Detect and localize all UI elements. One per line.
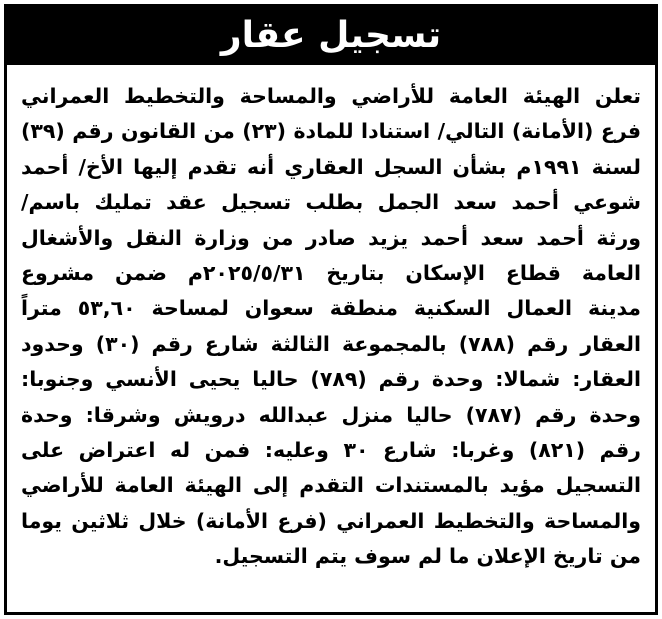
notice-line: العقار: شمالا: وحدة رقم (٧٨٩) حاليا يحيى الأنسي وجنوبا: (21, 367, 641, 392)
notice-title: تسجيل عقار (220, 15, 442, 56)
notice-line: وحدة رقم (٧٨٧) حاليا منزل عبدالله درويش وشرقا: وحدة (21, 402, 641, 427)
notice-line: لسنة ١٩٩١م بشأن السجل العقاري أنه تقدم إليها الأخ/ أحمد (21, 154, 641, 179)
notice-body (21, 79, 641, 574)
notice-line: ورثة أحمد سعد أحمد يزيد صادر من وزارة النقل والأشغال (21, 225, 641, 250)
notice-line: فرع (الأمانة) التالي/ استنادا للمادة (٢٣) من القانون رقم (٣٩) (21, 119, 641, 144)
notice-line: مدينة العمال السكنية منطقة سعوان لمساحة ٥٣,٦٠ متراً (21, 296, 641, 321)
notice-line: التسجيل مؤيد بالمستندات التقدم إلى الهيئة العامة للأراضي (21, 473, 641, 498)
property-registration-notice (4, 4, 658, 615)
notice-line: العقار رقم (٧٨٨) بالمجموعة الثالثة شارع رقم (٣٠) وحدود (21, 331, 641, 356)
notice-header (7, 7, 655, 65)
notice-line: تعلن الهيئة العامة للأراضي والمساحة والتخطيط العمراني (21, 84, 641, 108)
notice-line: شوعي أحمد سعد الجمل بطلب تسجيل عقد تمليك باسم/ (21, 190, 641, 215)
notice-line: رقم (٨٢١) وغربا: شارع ٣٠ وعليه: فمن له اعتراض على (21, 437, 641, 462)
notice-line: من تاريخ الإعلان ما لم سوف يتم التسجيل. (214, 544, 641, 569)
notice-line: العامة قطاع الإسكان بتاريخ ٢٠٢٥/٥/٣١م ضمن مشروع (21, 260, 641, 285)
notice-line: والمساحة والتخطيط العمراني (فرع الأمانة) خلال ثلاثين يوما (21, 508, 641, 533)
